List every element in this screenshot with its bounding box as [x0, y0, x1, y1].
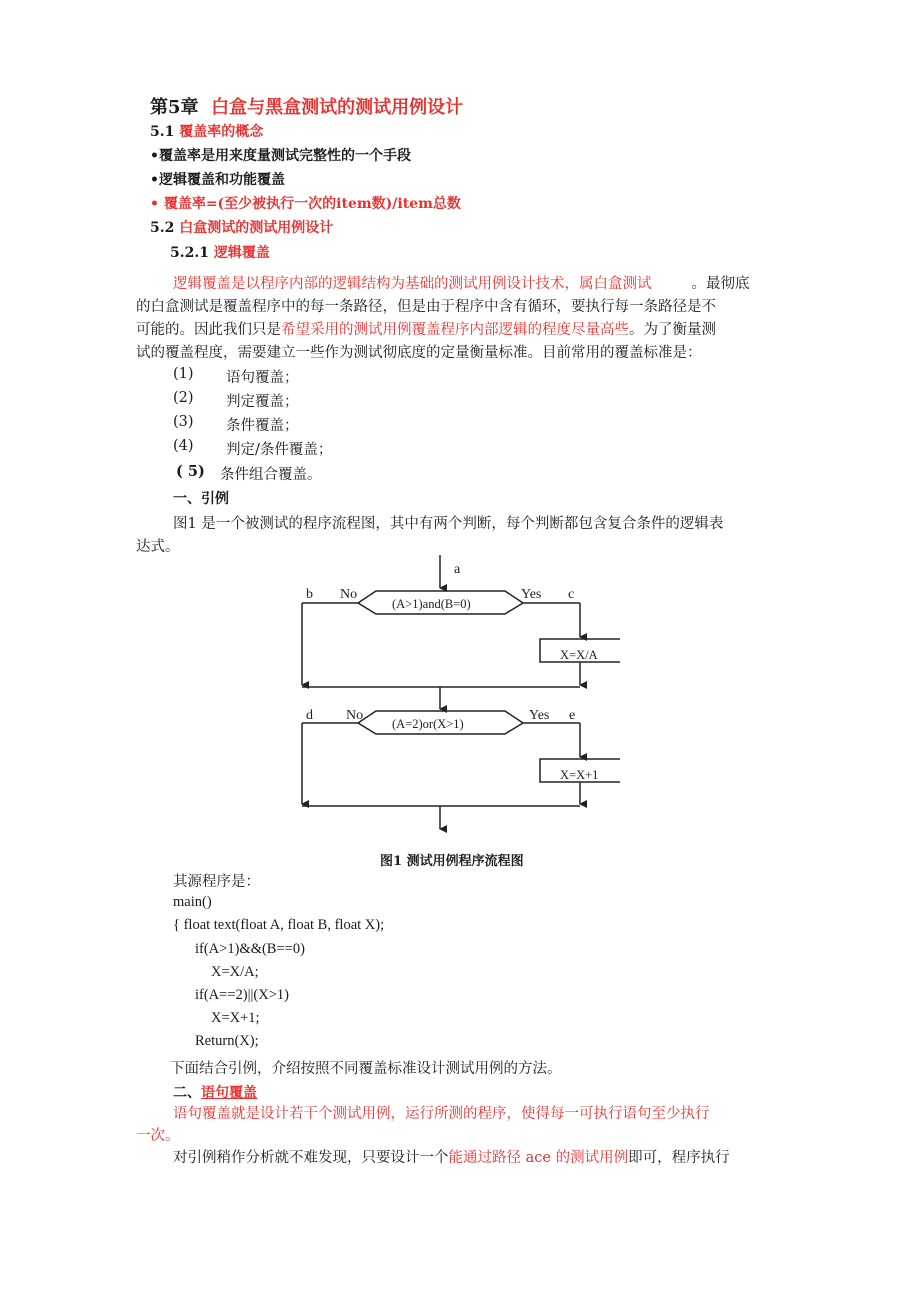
box1-text: X=X/A	[560, 648, 598, 662]
decision1-text: (A>1)and(B=0)	[392, 597, 471, 611]
section-number: 5.2	[150, 220, 175, 236]
criteria-number: (1)	[173, 366, 194, 382]
para1-black-text: 。最彻底	[691, 276, 750, 292]
label-c: c	[568, 587, 575, 602]
last-line-text: 对引例稍作分析就不难发现，只要设计一个	[173, 1150, 449, 1166]
bullet-1: •覆盖率是用来度量测试完整性的一个手段	[150, 148, 411, 164]
code-line: { float text(float A, float B, float X);	[173, 917, 385, 933]
code-line: main()	[173, 894, 212, 910]
label-yes-1: Yes	[521, 587, 542, 602]
label-a: a	[454, 562, 461, 577]
criteria-number: (2)	[173, 390, 194, 406]
code-line: X=X+1;	[211, 1010, 260, 1026]
code-line: if(A>1)&&(B==0)	[195, 941, 305, 957]
criteria-text: 判定覆盖；	[226, 394, 299, 410]
code-line: Return(X);	[195, 1033, 259, 1049]
source-intro: 其源程序是：	[173, 874, 260, 890]
para1-line4: 试的覆盖程度，需要建立一些作为测试彻底度的定量衡量标准。目前常用的覆盖标准是：	[136, 345, 702, 361]
code-line: if(A==2)||(X>1)	[195, 987, 289, 1003]
para1-red-text: 逻辑覆盖是以程序内部的逻辑结构为基础的测试用例设计技术，属白盒测试	[173, 276, 652, 292]
bullet-3: • 覆盖率=(至少被执行一次的item数)/item总数	[150, 196, 461, 212]
section-5-2-heading	[150, 217, 333, 237]
criteria-item	[173, 366, 299, 386]
label-e: e	[569, 708, 576, 723]
label-b: b	[306, 587, 313, 602]
criteria-number: (3)	[173, 414, 194, 430]
label-yes-2: Yes	[529, 708, 550, 723]
sec2-line1: 语句覆盖就是设计若干个测试用例，运行所测的程序，使得每一可执行语句至少执行	[173, 1106, 710, 1122]
section-number: 二、	[173, 1085, 201, 1101]
example-heading: 一、引例	[173, 491, 229, 507]
criteria-item	[173, 414, 299, 434]
section-2-heading	[173, 1082, 257, 1102]
sec2-line2: 一次。	[136, 1128, 180, 1144]
criteria-item	[176, 463, 322, 483]
chapter-heading	[150, 93, 463, 119]
label-d: d	[306, 708, 313, 723]
criteria-text: 条件组合覆盖。	[220, 467, 322, 483]
last-line-red-text: 能通过路径 ace 的测试用例	[448, 1150, 629, 1166]
para1-line3	[136, 318, 716, 339]
para1-line1	[173, 272, 750, 293]
last-line	[173, 1146, 730, 1167]
criteria-number: (4)	[173, 438, 194, 454]
figure-caption: 图1 测试用例程序流程图	[380, 854, 524, 869]
example-line2: 达式。	[136, 539, 180, 555]
section-title: 语句覆盖	[201, 1085, 257, 1101]
section-title: 覆盖率的概念	[179, 124, 264, 140]
section-5-2-1-heading	[170, 242, 270, 262]
section-number: 5.1	[150, 124, 175, 140]
section-title: 逻辑覆盖	[213, 245, 270, 261]
box2-text: X=X+1	[560, 768, 599, 782]
criteria-text: 判定/条件覆盖；	[226, 442, 333, 458]
criteria-number: ( 5)	[176, 463, 205, 480]
flowchart	[290, 550, 620, 840]
example-line1: 图1 是一个被测试的程序流程图，其中有两个判断，每个判断都包含复合条件的逻辑表	[173, 516, 724, 532]
criteria-text: 条件覆盖；	[226, 418, 299, 434]
para1-black-text: 可能的。因此我们只是	[136, 322, 281, 338]
after-code-text: 下面结合引例，介绍按照不同覆盖标准设计测试用例的方法。	[170, 1061, 562, 1077]
code-line: X=X/A;	[211, 964, 259, 980]
para1-red-text: 希望采用的测试用例覆盖程序内部逻辑的程度尽量高些	[281, 322, 629, 338]
para1-line2: 的白盒测试是覆盖程序中的每一条路径，但是由于程序中含有循环，要执行每一条路径是不	[136, 299, 716, 315]
criteria-item	[173, 438, 333, 458]
section-5-1-heading	[150, 121, 263, 141]
last-line-text: 即可，程序执行	[628, 1150, 730, 1166]
criteria-text: 语句覆盖；	[226, 370, 299, 386]
section-title: 白盒测试的测试用例设计	[179, 220, 334, 236]
chapter-number: 第5章	[150, 97, 199, 118]
para1-black-text: 。为了衡量测	[629, 322, 716, 338]
criteria-item	[173, 390, 299, 410]
label-no-1: No	[340, 587, 358, 602]
chapter-title: 白盒与黑盒测试的测试用例设计	[211, 97, 464, 118]
decision2-text: (A=2)or(X>1)	[392, 717, 464, 731]
label-no-2: No	[346, 708, 364, 723]
bullet-2: •逻辑覆盖和功能覆盖	[150, 172, 285, 188]
section-number: 5.2.1	[170, 245, 209, 261]
